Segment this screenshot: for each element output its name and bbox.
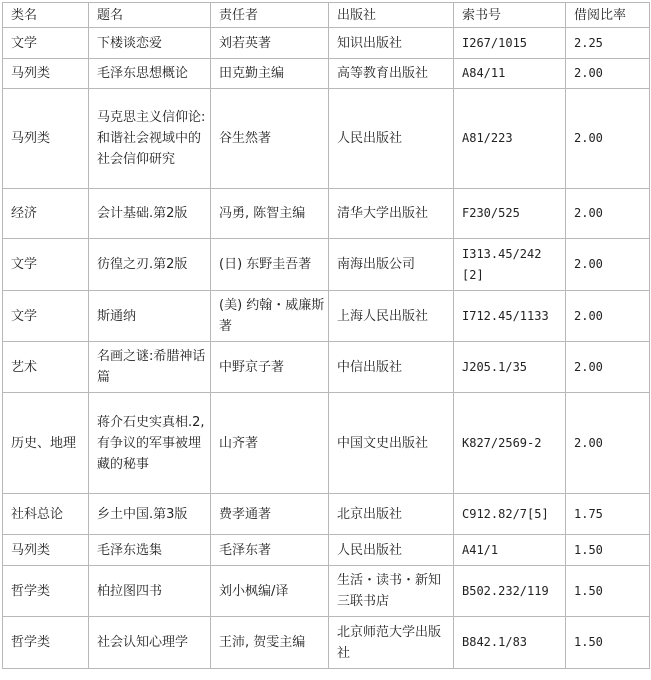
category-cell: 文学 — [3, 291, 89, 342]
publisher-cell: 上海人民出版社 — [329, 291, 454, 342]
category-cell: 社科总论 — [3, 494, 89, 535]
publisher-cell: 北京师范大学出版社 — [329, 617, 454, 669]
ratio-cell: 2.00 — [566, 239, 650, 291]
author-cell: 谷生然著 — [211, 89, 329, 189]
author-cell: 冯勇, 陈智主编 — [211, 189, 329, 239]
header-author: 责任者 — [211, 3, 329, 28]
ratio-cell: 2.00 — [566, 393, 650, 494]
category-cell: 文学 — [3, 28, 89, 59]
publisher-cell: 北京出版社 — [329, 494, 454, 535]
category-cell: 经济 — [3, 189, 89, 239]
publisher-cell: 生活・读书・新知三联书店 — [329, 566, 454, 617]
call-number-cell: I712.45/1133 — [454, 291, 566, 342]
title-cell: 下楼谈恋爱 — [89, 28, 211, 59]
table-row — [3, 566, 650, 617]
ratio-cell: 2.25 — [566, 28, 650, 59]
call-number-cell: A81/223 — [454, 89, 566, 189]
title-cell: 毛泽东思想概论 — [89, 59, 211, 89]
ratio-cell: 1.50 — [566, 617, 650, 669]
call-number-cell: K827/2569-2 — [454, 393, 566, 494]
header-title: 题名 — [89, 3, 211, 28]
ratio-cell: 2.00 — [566, 189, 650, 239]
header-call-number: 索书号 — [454, 3, 566, 28]
call-number-cell: A41/1 — [454, 535, 566, 566]
category-cell: 哲学类 — [3, 566, 89, 617]
publisher-cell: 知识出版社 — [329, 28, 454, 59]
table-row — [3, 617, 650, 669]
table-row — [3, 189, 650, 239]
author-cell: 刘若英著 — [211, 28, 329, 59]
call-number-cell: B502.232/119 — [454, 566, 566, 617]
table-row — [3, 535, 650, 566]
category-cell: 哲学类 — [3, 617, 89, 669]
category-cell: 文学 — [3, 239, 89, 291]
publisher-cell: 人民出版社 — [329, 89, 454, 189]
author-cell: (美) 约翰・威廉斯著 — [211, 291, 329, 342]
book-borrow-table — [2, 2, 650, 669]
author-cell: 刘小枫编/译 — [211, 566, 329, 617]
header-publisher: 出版社 — [329, 3, 454, 28]
author-cell: 费孝通著 — [211, 494, 329, 535]
ratio-cell: 2.00 — [566, 342, 650, 393]
ratio-cell: 1.50 — [566, 535, 650, 566]
title-cell: 毛泽东选集 — [89, 535, 211, 566]
header-row — [3, 3, 650, 28]
ratio-cell: 1.75 — [566, 494, 650, 535]
call-number-cell: F230/525 — [454, 189, 566, 239]
table-row — [3, 89, 650, 189]
publisher-cell: 人民出版社 — [329, 535, 454, 566]
ratio-cell: 1.50 — [566, 566, 650, 617]
title-cell: 蒋介石史实真相.2,有争议的军事被埋藏的秘事 — [89, 393, 211, 494]
title-cell: 社会认知心理学 — [89, 617, 211, 669]
category-cell: 艺术 — [3, 342, 89, 393]
publisher-cell: 中信出版社 — [329, 342, 454, 393]
author-cell: 中野京子著 — [211, 342, 329, 393]
table-row — [3, 342, 650, 393]
table-row — [3, 239, 650, 291]
call-number-cell: C912.82/7[5] — [454, 494, 566, 535]
author-cell: 王沛, 贺雯主编 — [211, 617, 329, 669]
title-cell: 会计基础.第2版 — [89, 189, 211, 239]
author-cell: 田克勤主编 — [211, 59, 329, 89]
category-cell: 马列类 — [3, 59, 89, 89]
author-cell: 毛泽东著 — [211, 535, 329, 566]
ratio-cell: 2.00 — [566, 291, 650, 342]
title-cell: 乡土中国.第3版 — [89, 494, 211, 535]
title-cell: 柏拉图四书 — [89, 566, 211, 617]
header-ratio: 借阅比率 — [566, 3, 650, 28]
table-row — [3, 494, 650, 535]
table-row — [3, 59, 650, 89]
ratio-cell: 2.00 — [566, 59, 650, 89]
call-number-cell: A84/11 — [454, 59, 566, 89]
author-cell: (日) 东野圭吾著 — [211, 239, 329, 291]
publisher-cell: 高等教育出版社 — [329, 59, 454, 89]
publisher-cell: 中国文史出版社 — [329, 393, 454, 494]
call-number-cell: I267/1015 — [454, 28, 566, 59]
call-number-cell: J205.1/35 — [454, 342, 566, 393]
title-cell: 马克思主义信仰论:和谐社会视域中的社会信仰研究 — [89, 89, 211, 189]
table-row — [3, 393, 650, 494]
ratio-cell: 2.00 — [566, 89, 650, 189]
title-cell: 彷徨之刃.第2版 — [89, 239, 211, 291]
publisher-cell: 清华大学出版社 — [329, 189, 454, 239]
category-cell: 马列类 — [3, 89, 89, 189]
category-cell: 马列类 — [3, 535, 89, 566]
category-cell: 历史、地理 — [3, 393, 89, 494]
title-cell: 斯通纳 — [89, 291, 211, 342]
title-cell: 名画之谜:希腊神话篇 — [89, 342, 211, 393]
table-row — [3, 28, 650, 59]
header-category: 类名 — [3, 3, 89, 28]
call-number-cell: B842.1/83 — [454, 617, 566, 669]
table-row — [3, 291, 650, 342]
call-number-cell: I313.45/242 [2] — [454, 239, 566, 291]
author-cell: 山齐著 — [211, 393, 329, 494]
publisher-cell: 南海出版公司 — [329, 239, 454, 291]
